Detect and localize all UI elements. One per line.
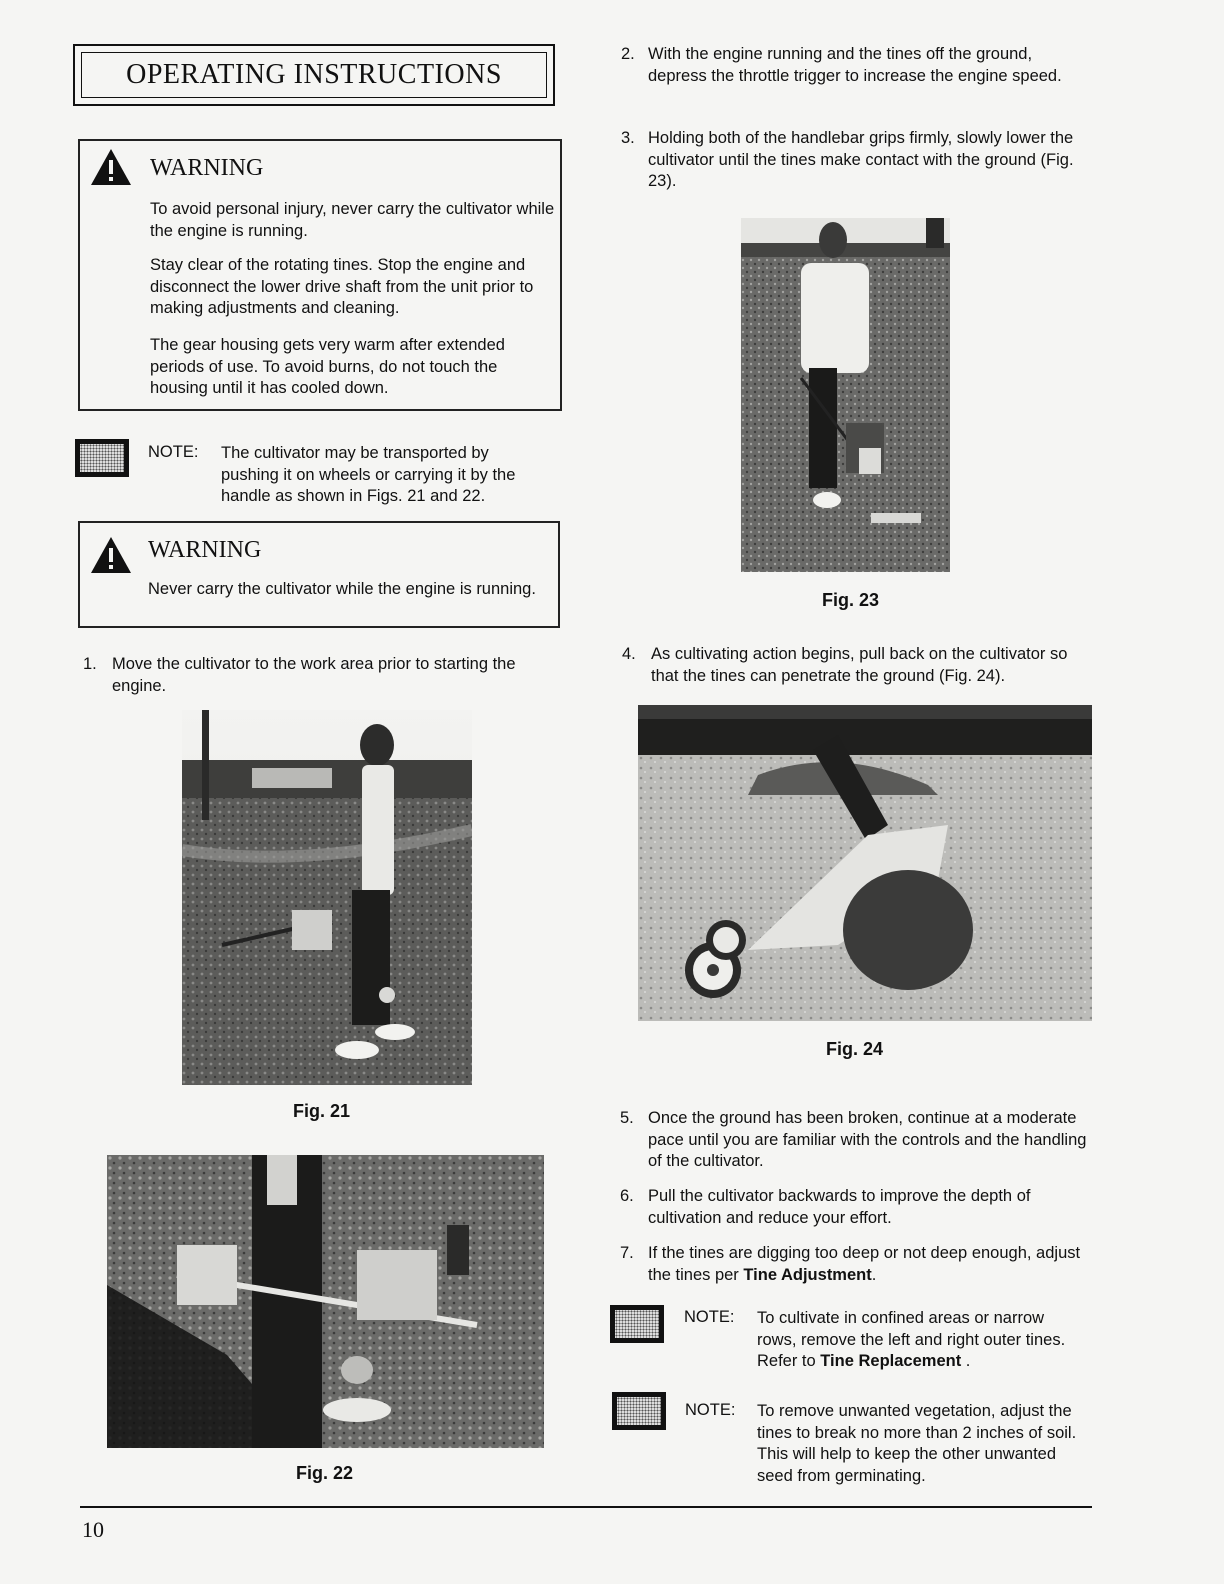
step-3-text: Holding both of the handlebar grips firmly, slowly lower the cultivator until the tines make contact with the ground (Fig. 23). [648, 129, 1074, 190]
step-4-number: 4. [622, 645, 636, 663]
step-4-text: As cultivating action begins, pull back on the cultivator so that the tines can penetrate the ground (Fig. 24). [651, 645, 1068, 685]
warning-triangle-icon [89, 535, 133, 575]
step-6-number: 6. [620, 1187, 634, 1205]
fig-23-photo [741, 218, 950, 572]
note-2-text-end: . [961, 1352, 971, 1370]
page-title: OPERATING INSTRUCTIONS [81, 52, 547, 98]
tine-adjustment-reference: Tine Adjustment [743, 1265, 872, 1284]
warning-box-2 [78, 521, 560, 628]
fig-22-photo [107, 1155, 544, 1448]
note-text-2 [757, 1308, 1087, 1373]
step-5-text: Once the ground has been broken, continue at a moderate pace until you are familiar with the controls and the handling of the cultivator. [648, 1109, 1087, 1170]
warning-1-paragraph-3: The gear housing gets very warm after extended periods of use. To avoid burns, do not touch the housing until it has cooled down. [150, 336, 505, 397]
fig-24-photo [638, 705, 1092, 1021]
step-2-number: 2. [621, 45, 635, 63]
warning-1-paragraph-1: To avoid personal injury, never carry the cultivator while the engine is running. [150, 200, 555, 240]
warning-title-2: WARNING [148, 537, 262, 563]
note-2-text-body: To cultivate in confined areas or narrow rows, remove the left and right outer tines. Refer to [757, 1309, 1066, 1370]
footer-rule [80, 1506, 1092, 1508]
step-5-number: 5. [620, 1109, 634, 1127]
note-icon-2 [610, 1305, 664, 1343]
warning-triangle-icon [89, 147, 133, 187]
fig-23-caption: Fig. 23 [822, 590, 880, 610]
warning-1-paragraph-2: Stay clear of the rotating tines. Stop the engine and disconnect the lower drive shaft from the unit prior to making adjustments and cleaning. [150, 256, 534, 317]
step-3-number: 3. [621, 129, 635, 147]
fig-22-caption: Fig. 22 [296, 1463, 354, 1483]
step-7-text-end: . [871, 1265, 877, 1284]
fig-24-caption: Fig. 24 [826, 1039, 884, 1059]
step-7-number: 7. [620, 1244, 634, 1262]
fig-21-caption: Fig. 21 [293, 1101, 351, 1121]
note-icon-3 [612, 1392, 666, 1430]
note-label-2: NOTE: [684, 1308, 735, 1326]
step-6-text: Pull the cultivator backwards to improve the depth of cultivation and reduce your effort. [648, 1187, 1031, 1227]
note-text-1: The cultivator may be transported by pushing it on wheels or carrying it by the handle as shown in Figs. 21 and 22. [221, 444, 516, 505]
note-text-3: To remove unwanted vegetation, adjust the tines to break no more than 2 inches of soil. This will help to keep the other unwanted seed from germinating. [757, 1402, 1077, 1485]
warning-box-1 [78, 139, 562, 411]
warning-2-text: Never carry the cultivator while the engine is running. [148, 580, 536, 598]
step-1-text: Move the cultivator to the work area prior to starting the engine. [112, 655, 516, 695]
warning-title-1: WARNING [150, 155, 264, 181]
fig-21-photo [182, 710, 472, 1085]
page-number: 10 [82, 1517, 104, 1542]
note-label-3: NOTE: [685, 1401, 736, 1419]
note-label-1: NOTE: [148, 443, 199, 461]
note-icon-1 [75, 439, 129, 477]
step-2-text: With the engine running and the tines off the ground, depress the throttle trigger to increase the engine speed. [648, 45, 1062, 85]
step-7-text [648, 1243, 1088, 1286]
step-7-text-body: If the tines are digging too deep or not deep enough, adjust the tines per [648, 1244, 1081, 1284]
step-1-number: 1. [83, 655, 97, 673]
tine-replacement-reference: Tine Replacement [820, 1352, 962, 1370]
page-title-box [73, 44, 555, 106]
